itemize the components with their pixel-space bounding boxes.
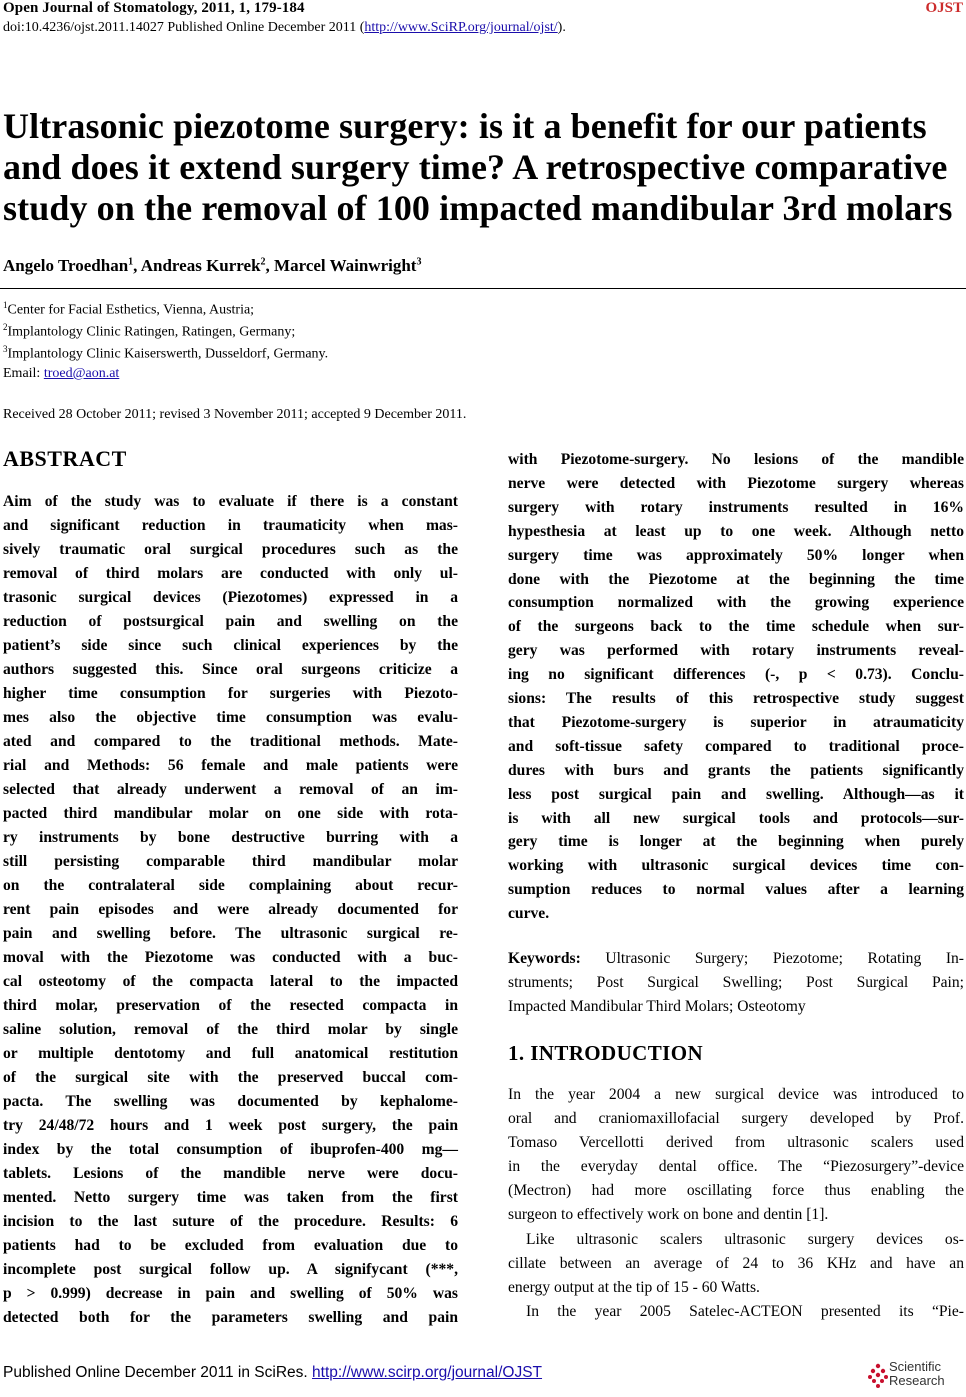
text-line: authors suggested this. Since oral surgeons criticize a xyxy=(3,661,458,678)
email-link[interactable]: troed@aon.at xyxy=(43,366,120,381)
affiliation xyxy=(3,300,254,319)
abstract-heading: ABSTRACT xyxy=(3,446,127,471)
text-line: nerve were detected with Piezotome surgery whereas xyxy=(508,474,964,492)
text-line: cal osteotomy of the compacta lateral to the impacted xyxy=(3,973,458,990)
affiliation-text: Center for Facial Esthetics, Vienna, Austria; xyxy=(7,302,255,318)
text-line: try 24/48/72 hours and 1 week post surgery, the pain xyxy=(3,1117,458,1134)
doi-text: doi:10.4236/ojst.2011.14027 Published Online December 2011 ( xyxy=(3,20,365,35)
text-line: index by the total consumption of ibuprofen-400 mg— xyxy=(3,1141,458,1158)
text-line: and significant reduction in traumaticity when mas- xyxy=(3,517,458,534)
footer-published xyxy=(3,1364,542,1382)
keywords-label: Keywords: xyxy=(508,950,581,967)
text-line: incomplete post surgical follow up. A signifycant (***, xyxy=(3,1261,458,1278)
text-line: cillate between an average of 24 to 36 KHz and have an xyxy=(508,1255,964,1272)
text-line: mented. Netto surgery time was taken from the first xyxy=(3,1189,458,1206)
affiliation-text: Implantology Clinic Kaiserswerth, Dusseldorf, Germany. xyxy=(7,346,329,362)
text-line: surgery with rotary instruments resulted in 16% xyxy=(508,498,964,516)
paper-title: Ultrasonic piezotome surgery: is it a benefit for our patients and does it extend surgery time? A retrospective comparative study on the removal of 100 impacted mandibular 3rd molars xyxy=(3,106,953,228)
text-line: pain and swelling before. The ultrasonic surgical re- xyxy=(3,925,458,942)
introduction-heading: 1. INTRODUCTION xyxy=(508,1041,704,1065)
author-affiliation-mark: 2 xyxy=(260,256,266,268)
logo-wordmark xyxy=(889,1360,945,1388)
author-name: Marcel Wainwright xyxy=(274,256,417,275)
text-line: surgery time was approximately 50% longer when xyxy=(508,546,964,564)
text-line: removal of third molars are conducted with only ul- xyxy=(3,565,458,582)
text-line: with Piezotome-surgery. No lesions of the mandible xyxy=(508,451,964,468)
author-name: Andreas Kurrek xyxy=(140,256,261,275)
text-line: of the surgeons back to the time schedule when sur- xyxy=(508,618,964,636)
text-line: surgeon to effectively work on bone and dentin [1]. xyxy=(508,1206,829,1223)
affiliation xyxy=(3,344,328,363)
text-line: less post surgical pain and swelling. Although—as it xyxy=(508,785,964,803)
author-list xyxy=(3,256,421,276)
text-line: of the surgical site with the preserved buccal com- xyxy=(3,1069,458,1086)
text-line: sively traumatic oral surgical procedures such as the xyxy=(3,541,458,558)
scientific-research-logo-icon xyxy=(867,1360,889,1392)
scientific-research-logo xyxy=(867,1360,962,1392)
keywords-line xyxy=(508,947,964,971)
text-line: reduction of postsurgical pain and swelling on the xyxy=(3,613,458,630)
text-line: Like ultrasonic scalers ultrasonic surgery devices os- xyxy=(526,1231,964,1248)
author-affiliation-mark: 1 xyxy=(128,256,134,268)
text-line: patient’s side since such clinical experiences by the xyxy=(3,637,458,654)
text-line: sions: The results of this retrospective study suggest xyxy=(508,690,964,707)
text-line: third molar, preservation of the resected compacta in xyxy=(3,997,458,1014)
text-line: done with the Piezotome at the beginning the time xyxy=(508,570,964,588)
text-line: tablets. Lesions of the mandible nerve were docu- xyxy=(3,1165,458,1182)
text-line: curve. xyxy=(508,905,550,923)
text-line: moval with the Piezotome was conducted with a buc- xyxy=(3,949,458,966)
text-line: sumption reduces to normal values after a learning xyxy=(508,881,964,899)
text-line: consumption normalized with the growing experience xyxy=(508,594,964,612)
author-separator: , xyxy=(133,256,141,275)
text-line: on the contralateral side complaining about recur- xyxy=(3,877,458,894)
text-line: oral and craniomaxillofacial surgery developed by Prof. xyxy=(508,1110,964,1127)
text-line: and soft-tissue safety compared to traditional proce- xyxy=(508,737,964,755)
text-line: hypesthesia at least up to one week. Although netto xyxy=(508,522,964,540)
keywords-text: Ultrasonic Surgery; Piezotome; Rotating In- xyxy=(580,950,964,967)
text-line: or multiple dentotomy and full anatomical restitution xyxy=(3,1045,458,1062)
text-line: pacta. The swelling was documented by kephalome- xyxy=(3,1093,458,1110)
text-line: (Mectron) had more oscillating force thus enabling the xyxy=(508,1182,964,1199)
affiliation xyxy=(3,322,295,341)
text-line: trasonic surgical devices (Piezotomes) expressed in a xyxy=(3,589,458,606)
author-affiliation-mark: 3 xyxy=(416,256,422,268)
doi-line xyxy=(3,20,566,36)
author-separator: , xyxy=(265,256,275,275)
text-line: incision to the last suture of the procedure. Results: 6 xyxy=(3,1213,458,1230)
journal-abbreviation: OJST xyxy=(925,0,963,16)
text-line: ing no significant differences (-, p < 0.73). Conclu- xyxy=(508,666,964,684)
text-line: In the year 2005 Satelec-ACTEON presented its “Pie- xyxy=(526,1303,964,1320)
journal-citation: Open Journal of Stomatology, 2011, 1, 179-184 xyxy=(3,0,305,16)
text-line: still persisting comparable third mandibular molar xyxy=(3,853,458,870)
text-line: dures with burs and grants the patients significantly xyxy=(508,761,964,779)
keywords-line: struments; Post Surgical Swelling; Post Surgical Pain; xyxy=(508,974,964,991)
text-line: pacted third mandibular molar on one side with rota- xyxy=(3,805,458,822)
author-name: Angelo Troedhan xyxy=(3,256,129,275)
affiliation-mark: 2 xyxy=(3,322,8,332)
text-line: Tomaso Vercellotti derived from ultrasonic scalers used xyxy=(508,1134,964,1151)
text-line: detected both for the parameters swelling and pain xyxy=(3,1309,458,1326)
text-line: in the everyday dental office. The “Piezosurgery”-device xyxy=(508,1158,964,1175)
logo-line: Scientific xyxy=(889,1359,942,1374)
text-line: rent pain episodes and were already documented for xyxy=(3,901,458,918)
text-line: In the year 2004 a new surgical device was introduced to xyxy=(508,1086,964,1103)
text-line: saline solution, removal of the third molar by single xyxy=(3,1021,458,1038)
text-line: mes also the objective time consumption was evalu- xyxy=(3,709,458,726)
keywords-line: Impacted Mandibular Third Molars; Osteotomy xyxy=(508,998,806,1015)
text-line: is with all new surgical tools and protocols—sur- xyxy=(508,809,964,827)
journal-url-link[interactable]: http://www.SciRP.org/journal/ojst/ xyxy=(364,20,558,35)
doi-suffix: ). xyxy=(557,20,566,35)
affiliation-text: Implantology Clinic Ratingen, Ratingen, Germany; xyxy=(7,324,296,340)
text-line: selected that already underwent a removal of an im- xyxy=(3,781,458,798)
text-line: rial and Methods: 56 female and male patients were xyxy=(3,757,458,774)
affiliation-mark: 1 xyxy=(3,300,8,310)
text-line: p > 0.999) decrease in pain and swelling of 50% was xyxy=(3,1285,458,1302)
text-line: gery was performed with rotary instruments reveal- xyxy=(508,642,964,660)
email-label: Email: xyxy=(3,366,44,381)
text-line: patients had to be excluded from evaluation due to xyxy=(3,1237,458,1254)
footer-text: Published Online December 2011 in SciRes. xyxy=(3,1364,313,1381)
logo-line: Research xyxy=(889,1373,945,1388)
email-line xyxy=(3,366,119,382)
text-line: Aim of the study was to evaluate if there is a constant xyxy=(3,493,458,510)
header-divider xyxy=(0,288,966,289)
text-line: ry instruments by bone destructive burring with a xyxy=(3,829,458,846)
text-line: higher time consumption for surgeries with Piezoto- xyxy=(3,685,458,702)
text-line: working with ultrasonic surgical devices time con- xyxy=(508,857,964,875)
footer-journal-link[interactable]: http://www.scirp.org/journal/OJST xyxy=(312,1364,543,1381)
text-line: that Piezotome-surgery is superior in atraumaticity xyxy=(508,713,964,731)
text-line: gery time is longer at the beginning when purely xyxy=(508,833,964,851)
text-line: ated and compared to the traditional methods. Mate- xyxy=(3,733,458,750)
text-line: energy output at the tip of 15 - 60 Watts. xyxy=(508,1279,760,1296)
received-dates: Received 28 October 2011; revised 3 November 2011; accepted 9 December 2011. xyxy=(3,407,467,422)
affiliation-mark: 3 xyxy=(3,344,8,354)
